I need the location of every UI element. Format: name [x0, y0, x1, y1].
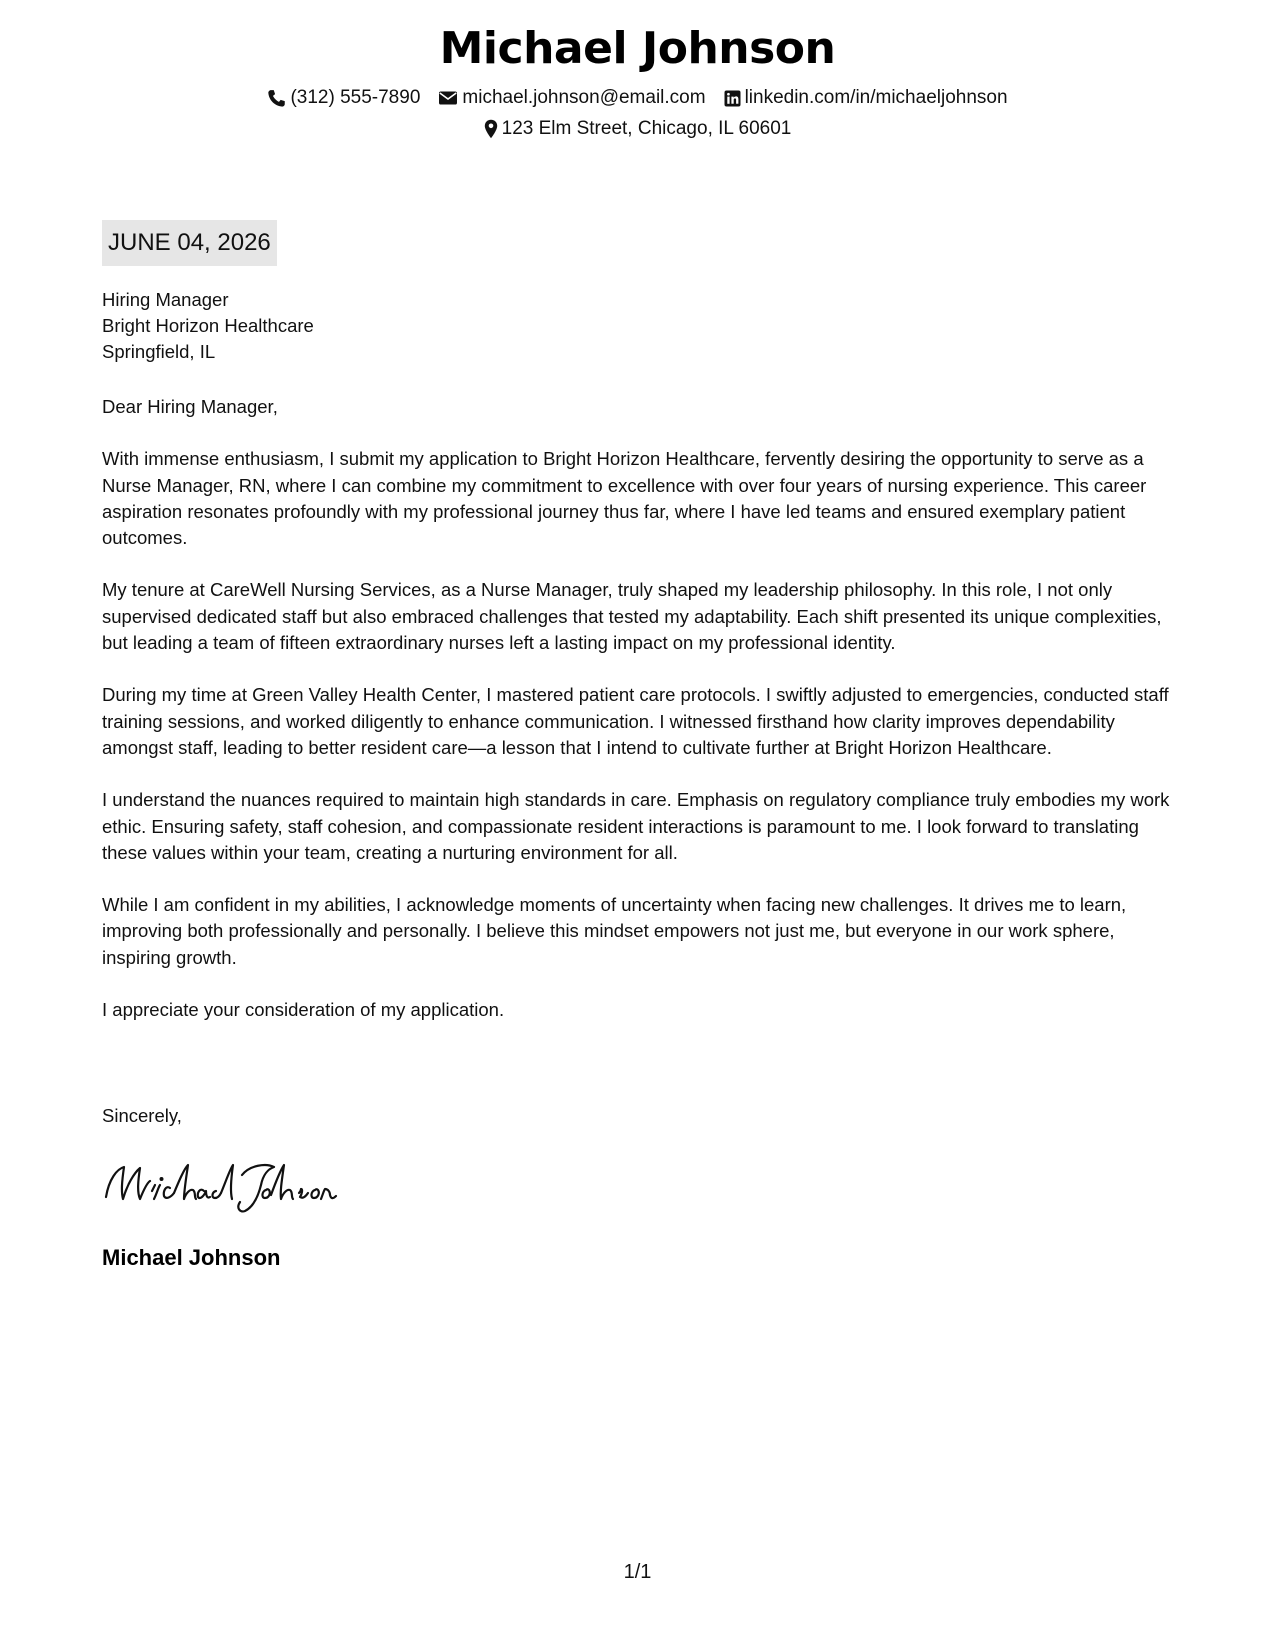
contact-row — [0, 86, 1275, 110]
address-row — [0, 117, 1275, 141]
body-paragraph: I appreciate your consideration of my application. — [102, 999, 505, 1021]
street-address: 123 Elm Street, Chicago, IL 60601 — [501, 118, 792, 139]
salutation: Dear Hiring Manager, — [102, 396, 278, 417]
body-paragraph: With immense enthusiasm, I submit my application to Bright Horizon Healthcare, fervently desiring the opportunity to serve as a Nurse Manager, RN, where I can combine my commitment to excellence with over four years of nursing experience. This career aspiration resonates profoundly with my professional journey thus far, where I have led teams and ensured exemplary patient outcomes. — [102, 448, 1147, 549]
letter-date: JUNE 04, 2026 — [102, 220, 277, 266]
phone-number: (312) 555-7890 — [290, 87, 421, 108]
letter-header — [0, 22, 1275, 141]
recipient-location: Springfield, IL — [102, 341, 216, 362]
signer-name: Michael Johnson — [102, 1245, 281, 1270]
email-contact — [438, 86, 705, 110]
recipient-block — [102, 287, 314, 365]
recipient-title: Hiring Manager — [102, 289, 229, 310]
map-marker-icon — [484, 119, 498, 139]
phone-icon — [267, 89, 286, 108]
body-paragraph: During my time at Green Valley Health Center, I mastered patient care protocols. I swiftly adjusted to emergencies, conducted staff training sessions, and worked diligently to enhance communication. I witnessed firsthand how clarity improves dependability amongst staff, leading to better resident care—a lesson that I intend to cultivate further at Bright Horizon Healthcare. — [102, 684, 1169, 758]
recipient-company: Bright Horizon Healthcare — [102, 315, 314, 336]
closing: Sincerely, — [102, 1105, 182, 1126]
body-paragraph: I understand the nuances required to maintain high standards in care. Emphasis on regulatory compliance truly embodies my work ethic. Ensuring safety, staff cohesion, and compassionate resident interactions is paramount to me. I look forward to translating these values within your team, creating a nurturing environment for all. — [102, 789, 1170, 863]
page-number: 1/1 — [623, 1561, 652, 1583]
email-address: michael.johnson@email.com — [462, 87, 706, 108]
linkedin-icon — [724, 90, 741, 107]
date-section — [102, 220, 277, 266]
linkedin-contact — [724, 86, 1008, 110]
letter-body — [102, 394, 1182, 1049]
body-paragraph: While I am confident in my abilities, I acknowledge moments of uncertainty when facing new challenges. It drives me to learn, improving both professionally and personally. I believe this mindset empowers not just me, but everyone in our work sphere, inspiring growth. — [102, 894, 1127, 968]
applicant-name: Michael Johnson — [439, 23, 836, 74]
linkedin-url: linkedin.com/in/michaeljohnson — [744, 87, 1008, 108]
body-paragraph: My tenure at CareWell Nursing Services, as a Nurse Manager, truly shaped my leadership philosophy. In this role, I not only supervised dedicated staff but also embraced challenges that tested my adaptability. Each shift presented its unique complexities, but leading a team of fifteen extraordinary nurses left a lasting impact on my professional identity. — [102, 579, 1162, 654]
handwritten-signature — [100, 1155, 350, 1224]
address-contact — [484, 117, 792, 141]
phone-contact — [267, 86, 420, 110]
envelope-icon — [438, 90, 458, 106]
